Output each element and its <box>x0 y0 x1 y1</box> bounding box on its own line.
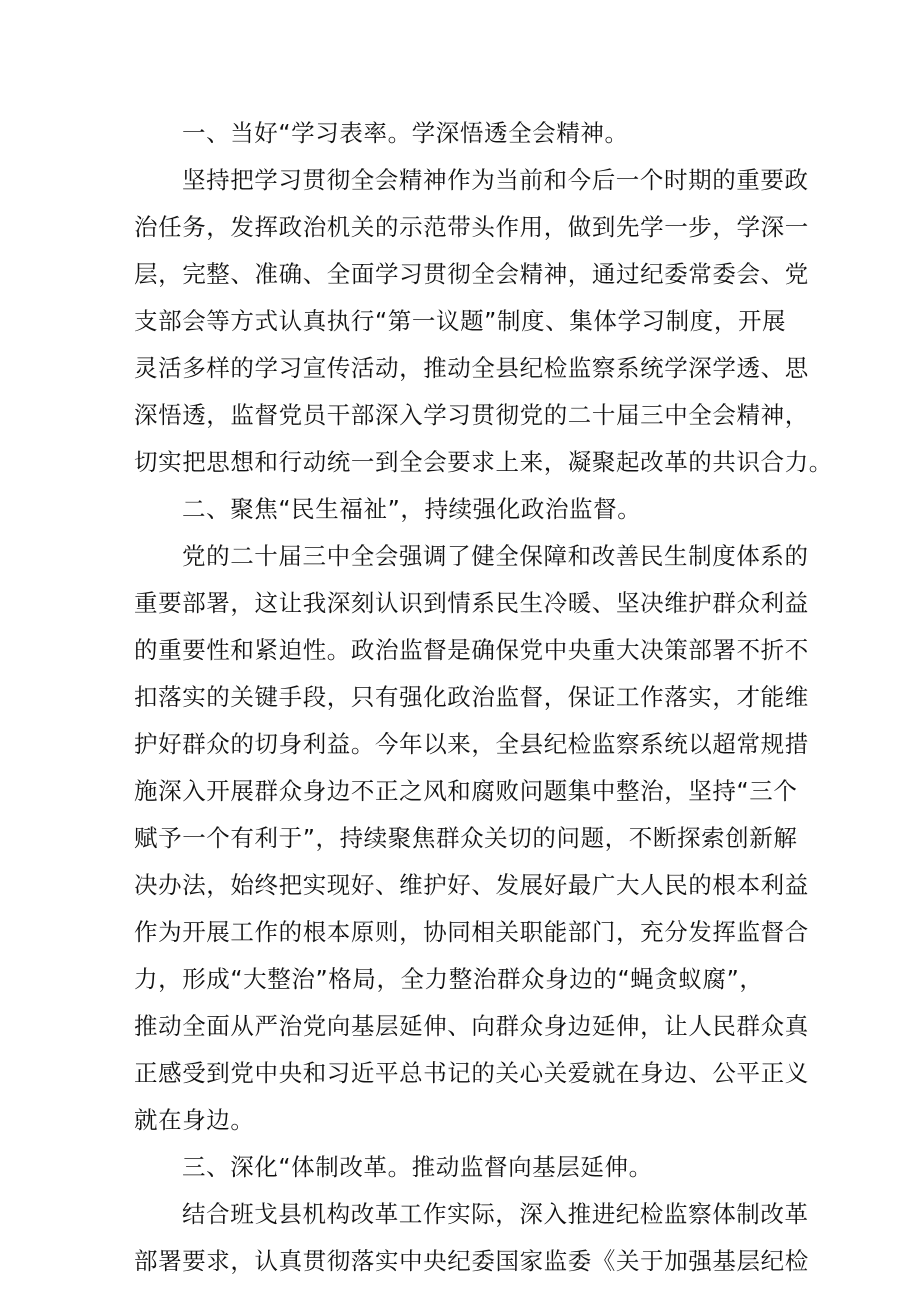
paragraph-line: 扣落实的关键手段，只有强化政治监督，保证工作落实，才能维 <box>134 683 809 711</box>
heading-2: 二、聚焦“民生福祉”，持续强化政治监督。 <box>182 495 642 523</box>
paragraph-line: 的重要性和紧迫性。政治监督是确保党中央重大决策部署不折不 <box>134 636 809 664</box>
paragraph-line: 推动全面从严治党向基层延伸、向群众身边延伸，让人民群众真 <box>134 1012 809 1040</box>
paragraph-line: 就在身边。 <box>134 1106 255 1134</box>
paragraph-line: 深悟透，监督党员干部深入学习贯彻党的二十届三中全会精神， <box>134 401 809 429</box>
paragraph-line: 护好群众的切身利益。今年以来，全县纪检监察系统以超常规措 <box>134 730 809 758</box>
paragraph-line: 结合班戈县机构改革工作实际，深入推进纪检监察体制改革 <box>182 1200 809 1228</box>
paragraph-line: 部署要求，认真贯彻落实中央纪委国家监委《关于加强基层纪检 <box>134 1247 809 1275</box>
paragraph-line: 坚持把学习贯彻全会精神作为当前和今后一个时期的重要政 <box>182 166 809 194</box>
heading-1: 一、当好“学习表率。学深悟透全会精神。 <box>182 119 629 147</box>
paragraph-line: 决办法，始终把实现好、维护好、发展好最广大人民的根本利益 <box>134 871 809 899</box>
paragraph-line: 支部会等方式认真执行“第一议题”制度、集体学习制度，开展 <box>134 307 787 335</box>
paragraph-line: 层，完整、准确、全面学习贯彻全会精神，通过纪委常委会、党 <box>134 260 809 288</box>
paragraph-line: 力，形成“大整治”格局，全力整治群众身边的“蝇贪蚁腐”， <box>134 965 764 993</box>
paragraph-line: 施深入开展群众身边不正之风和腐败问题集中整治，坚持“三个 <box>134 777 798 805</box>
paragraph-line: 重要部署，这让我深刻认识到情系民生冷暖、坚决维护群众利益 <box>134 589 809 617</box>
paragraph-line: 党的二十届三中全会强调了健全保障和改善民生制度体系的 <box>182 542 809 570</box>
paragraph-line: 作为开展工作的根本原则，协同相关职能部门，充分发挥监督合 <box>134 918 809 946</box>
paragraph-line: 灵活多样的学习宣传活动，推动全县纪检监察系统学深学透、思 <box>134 354 809 382</box>
heading-3: 三、深化“体制改革。推动监督向基层延伸。 <box>182 1153 653 1181</box>
paragraph-line: 正感受到党中央和习近平总书记的关心关爱就在身边、公平正义 <box>134 1059 809 1087</box>
paragraph-line: 赋予一个有利于”，持续聚焦群众关切的问题，不断探索创新解 <box>134 824 798 852</box>
paragraph-line: 切实把思想和行动统一到全会要求上来，凝聚起改革的共识合力。 <box>134 448 833 476</box>
paragraph-line: 治任务，发挥政治机关的示范带头作用，做到先学一步，学深一 <box>134 213 809 241</box>
